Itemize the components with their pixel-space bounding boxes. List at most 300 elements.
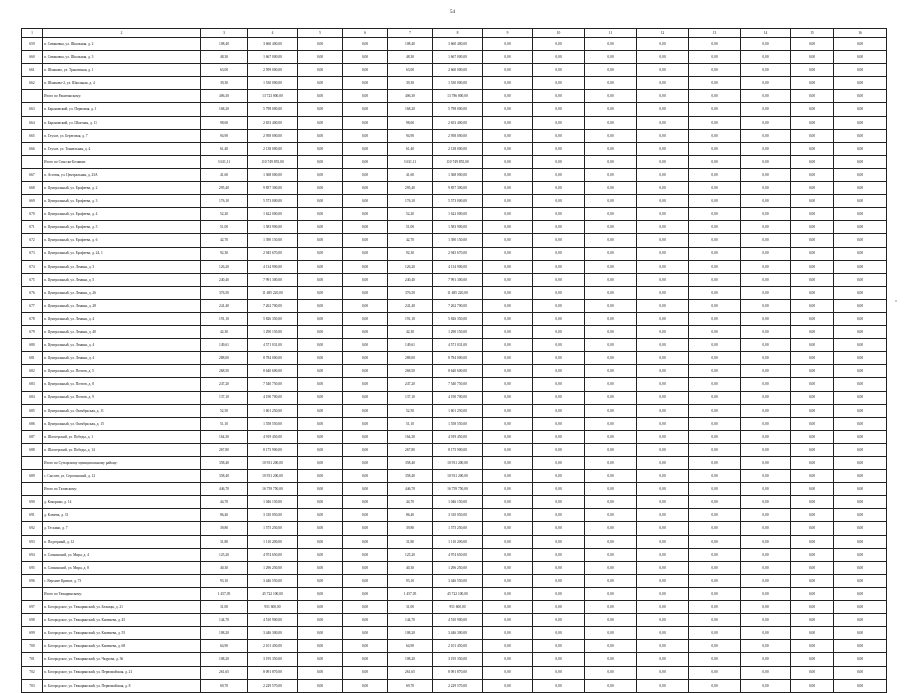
table-cell: 0,00 (637, 142, 689, 155)
table-cell: 674 (22, 260, 43, 273)
table-cell: 261,65 (201, 666, 248, 679)
table-row (22, 103, 887, 116)
table-row (22, 51, 887, 64)
table-cell: 4 190 700,00 (433, 391, 483, 404)
table-cell: 0,00 (637, 312, 689, 325)
table-cell: 0,00 (741, 653, 791, 666)
table-cell: 0,00 (689, 430, 741, 443)
table-cell: 0,00 (834, 260, 887, 273)
table-cell: 0,00 (834, 470, 887, 483)
subtotal-row (22, 457, 887, 470)
table-cell: 0,00 (585, 404, 637, 417)
table-cell: 1 457,05 (201, 587, 248, 600)
table-cell: 672 (22, 234, 43, 247)
table-cell: 39,30 (388, 77, 433, 90)
table-cell: 0,00 (298, 417, 343, 430)
table-cell: 5 826 350,00 (433, 312, 483, 325)
table-cell: 0,00 (483, 496, 533, 509)
table-cell: 0,00 (791, 64, 834, 77)
table-cell: 0,00 (637, 286, 689, 299)
table-cell: 108,20 (201, 653, 248, 666)
table-cell: 126,20 (201, 260, 248, 273)
table-cell: 0,00 (637, 129, 689, 142)
table-cell: 0,00 (637, 103, 689, 116)
table-row (22, 404, 887, 417)
table-cell: 0,00 (637, 260, 689, 273)
table-cell: 0,00 (533, 561, 585, 574)
table-cell: 0,00 (483, 365, 533, 378)
table-cell: 0,00 (533, 103, 585, 116)
table-cell: 0,00 (791, 339, 834, 352)
table-cell: 39,80 (201, 522, 248, 535)
column-header: 6 (343, 29, 388, 38)
table-cell: 10 931 200,00 (248, 470, 298, 483)
table-cell: 1 601 250,00 (248, 404, 298, 417)
table-cell: 52,50 (201, 404, 248, 417)
address-cell: п. Шмаково-2, ул. Школьная, д. 4 (43, 77, 201, 90)
table-cell: 0,00 (637, 601, 689, 614)
table-row (22, 614, 887, 627)
table-cell: 0,00 (298, 679, 343, 692)
table-cell: 144,70 (388, 614, 433, 627)
table-cell: 671 (22, 221, 43, 234)
table-cell: 2 229 570,00 (248, 679, 298, 692)
table-row (22, 548, 887, 561)
table-cell: 0,00 (689, 182, 741, 195)
table-cell: 39,30 (201, 77, 248, 90)
table-cell: 137,10 (201, 391, 248, 404)
address-cell: п. Сиваковка, ул. Школьная, д. 2 (43, 38, 201, 51)
column-header: 1 (22, 29, 43, 38)
table-cell: 663 (22, 103, 43, 116)
table-cell: 51,10 (201, 417, 248, 430)
table-cell: 0,00 (791, 77, 834, 90)
table-cell: 240,40 (201, 273, 248, 286)
table-cell: 0,00 (834, 601, 887, 614)
table-cell: 0,00 (483, 299, 533, 312)
table-cell: 0,00 (791, 470, 834, 483)
table-cell: 7 262 700,00 (248, 299, 298, 312)
table-cell: 358,40 (388, 470, 433, 483)
table-cell: 0,00 (741, 208, 791, 221)
table-cell: 1 290 150,00 (248, 326, 298, 339)
table-cell: 0,00 (834, 535, 887, 548)
table-cell: 0,00 (637, 417, 689, 430)
table-cell: 0,00 (834, 653, 887, 666)
table-cell: 0,00 (791, 286, 834, 299)
table-cell: 0,00 (533, 77, 585, 90)
table-cell: 0,00 (741, 195, 791, 208)
scan-mark (895, 300, 897, 302)
table-cell: 3 195 350,00 (248, 653, 298, 666)
table-cell: 1 575 250,00 (433, 522, 483, 535)
table-cell: 0,00 (741, 312, 791, 325)
table-cell: 45 722 100,00 (433, 587, 483, 600)
table-row (22, 352, 887, 365)
table-cell: 0,00 (533, 286, 585, 299)
table-cell: 8 091 870,00 (433, 666, 483, 679)
table-cell: 3 446 550,00 (248, 574, 298, 587)
table-cell: 0,00 (483, 601, 533, 614)
table-cell: 94,90 (388, 129, 433, 142)
table-row (22, 496, 887, 509)
table-cell: 1 368 000,00 (248, 168, 298, 181)
table-cell: 0,00 (343, 312, 388, 325)
address-cell: п. Богородское, ул. Тюкаринский, ул. Чкурова, д. 36 (43, 653, 201, 666)
table-row (22, 430, 887, 443)
table-cell: 267,80 (201, 443, 248, 456)
table-cell: 0,00 (343, 168, 388, 181)
table-cell: 0,00 (585, 640, 637, 653)
table-cell: 4 134 900,00 (248, 260, 298, 273)
table-cell: 0,00 (689, 470, 741, 483)
table-row (22, 129, 887, 142)
table-cell: 0,00 (834, 443, 887, 456)
subtotal-row (22, 155, 887, 168)
table-cell: 0,00 (689, 601, 741, 614)
table-cell: 0,00 (343, 548, 388, 561)
table-row (22, 522, 887, 535)
column-header: 5 (298, 29, 343, 38)
table-cell: 7 991 300,00 (248, 273, 298, 286)
table-cell: 3 631,11 (388, 155, 433, 168)
table-cell: 288,00 (201, 352, 248, 365)
table-cell: 10 931 200,00 (433, 470, 483, 483)
table-cell: 688 (22, 443, 43, 456)
table-row (22, 182, 887, 195)
table-cell: 176,10 (388, 195, 433, 208)
table-cell: 0,00 (741, 679, 791, 692)
table-cell: 0,00 (483, 221, 533, 234)
table-cell: 0,00 (791, 221, 834, 234)
table-cell: 0,00 (533, 640, 585, 653)
table-cell: 0,00 (343, 339, 388, 352)
table-cell: 0,00 (791, 614, 834, 627)
table-cell: 0,00 (483, 666, 533, 679)
table-cell: 0,00 (585, 679, 637, 692)
table-cell: 0,00 (834, 640, 887, 653)
table-cell: 0,00 (585, 587, 637, 600)
table-cell: 0,00 (834, 430, 887, 443)
column-header: 9 (483, 29, 533, 38)
table-cell: 0,00 (533, 522, 585, 535)
table-cell: 0,00 (533, 666, 585, 679)
table-cell: 86,40 (201, 509, 248, 522)
table-cell: 0,00 (689, 666, 741, 679)
table-cell: 168,20 (201, 103, 248, 116)
table-cell: 0,00 (343, 155, 388, 168)
table-cell: 0,00 (298, 535, 343, 548)
address-cell: п. Богородское, ул. Тюкаринский, ул. Первомайская, д. 8 (43, 679, 201, 692)
table-cell: 0,00 (689, 247, 741, 260)
address-cell: п. Центральный, ул. Ерофеева, д. 3 (43, 195, 201, 208)
table-cell: 0,00 (834, 365, 887, 378)
table-cell: 0,00 (483, 352, 533, 365)
table-cell: 0,00 (741, 182, 791, 195)
address-cell: п. Центральный, ул. Ленина, д. 26 (43, 286, 201, 299)
table-cell: 0,00 (689, 51, 741, 64)
table-cell: 0,00 (585, 195, 637, 208)
table-cell: 0,00 (343, 64, 388, 77)
table-cell: 0,00 (791, 561, 834, 574)
table-cell: 0,00 (689, 404, 741, 417)
table-cell: 0,00 (834, 496, 887, 509)
table-cell: 8 784 000,00 (433, 352, 483, 365)
table-cell: 0,00 (741, 299, 791, 312)
table-cell: 3 446 300,00 (433, 627, 483, 640)
table-cell: 0,00 (791, 666, 834, 679)
table-cell: 1 110 200,00 (433, 535, 483, 548)
table-cell: 0,00 (585, 378, 637, 391)
table-cell: 690 (22, 496, 43, 509)
table-cell: 0,00 (343, 627, 388, 640)
table-cell: 0,00 (689, 273, 741, 286)
table-cell: 0,00 (637, 666, 689, 679)
table-cell: 0,00 (533, 182, 585, 195)
address-cell: п. Шахтерский, ул. Победы, д. 14 (43, 443, 201, 456)
table-cell: 9 857 300,00 (248, 182, 298, 195)
table-cell: 8 175 900,00 (433, 443, 483, 456)
table-cell: 4 974 650,00 (248, 548, 298, 561)
subtotal-row (22, 483, 887, 496)
address-cell: п. Центральный, ул. Октябрьская, д. 15 (43, 417, 201, 430)
table-cell: 0,00 (483, 430, 533, 443)
table-cell: 0,00 (637, 574, 689, 587)
table-cell: 0,00 (585, 312, 637, 325)
table-cell: 0,00 (298, 640, 343, 653)
table-cell: 0,00 (298, 221, 343, 234)
table-cell: 0,00 (741, 430, 791, 443)
table-cell: 176,10 (201, 195, 248, 208)
address-cell: п. Сагнинский, ул. Мира, д. 4 (43, 548, 201, 561)
address-cell: д. Кокорино, д. 14 (43, 496, 201, 509)
table-cell: 1 390 150,00 (248, 234, 298, 247)
table-cell: 0,00 (533, 339, 585, 352)
table-cell: 0,00 (483, 286, 533, 299)
table-cell: 0,00 (689, 64, 741, 77)
column-header: 7 (388, 29, 433, 38)
table-cell: 0,00 (637, 614, 689, 627)
table-cell: 268,50 (201, 365, 248, 378)
table-cell: 0,00 (343, 457, 388, 470)
table-cell: 0,00 (637, 627, 689, 640)
table-cell: 0,00 (343, 509, 388, 522)
table-cell: 0,00 (533, 391, 585, 404)
table-cell: 0,00 (298, 561, 343, 574)
column-header: 2 (43, 29, 201, 38)
table-cell: 0,00 (533, 221, 585, 234)
table-cell: 0,00 (741, 273, 791, 286)
table-cell: 0,00 (689, 90, 741, 103)
table-cell: 0,00 (585, 234, 637, 247)
table-cell: 1 457,05 (388, 587, 433, 600)
table-cell: 0,00 (533, 142, 585, 155)
table-cell: 0,00 (298, 234, 343, 247)
table-cell: 0,00 (343, 129, 388, 142)
table-row (22, 312, 887, 325)
table-cell: 0,00 (343, 561, 388, 574)
table-cell: 2 653 400,00 (248, 116, 298, 129)
table-cell: 0,00 (689, 208, 741, 221)
table-row (22, 234, 887, 247)
table-cell: 0,00 (533, 260, 585, 273)
table-cell: 42,70 (388, 234, 433, 247)
table-cell: 0,00 (834, 116, 887, 129)
table-cell: 191,10 (201, 312, 248, 325)
table-cell: 0,00 (585, 614, 637, 627)
table-cell: 0,00 (298, 286, 343, 299)
table-cell: 675 (22, 273, 43, 286)
table-cell: 0,00 (741, 496, 791, 509)
table-cell: 52,20 (388, 208, 433, 221)
table-cell: 0,00 (689, 129, 741, 142)
table-cell: 149,61 (201, 339, 248, 352)
table-cell: 125,20 (201, 548, 248, 561)
table-cell: 0,00 (483, 234, 533, 247)
table-cell: 0,00 (585, 561, 637, 574)
table-cell: 0,00 (533, 443, 585, 456)
table-cell: 4 919 450,00 (248, 430, 298, 443)
table-cell: 0,00 (637, 640, 689, 653)
table-cell: 0,00 (483, 470, 533, 483)
table-cell: 0,00 (585, 168, 637, 181)
table-cell: 0,00 (343, 601, 388, 614)
table-cell: 42,70 (201, 234, 248, 247)
table-cell: 98,60 (388, 116, 433, 129)
table-row (22, 116, 887, 129)
table-row (22, 221, 887, 234)
table-cell: 3 310 050,00 (433, 509, 483, 522)
table-cell: 1 368 000,00 (433, 168, 483, 181)
table-cell: 0,00 (483, 247, 533, 260)
table-cell: 41,60 (388, 168, 433, 181)
address-cell: п. Сагнинский, ул. Мира, д. 8 (43, 561, 201, 574)
table-cell: 0,00 (585, 103, 637, 116)
table-cell: 11 485 220,00 (248, 286, 298, 299)
table-row (22, 77, 887, 90)
table-cell: 241,40 (201, 299, 248, 312)
table-cell: 0,00 (298, 103, 343, 116)
table-cell: 0,00 (533, 548, 585, 561)
table-cell: 0,00 (343, 77, 388, 90)
table-cell: 0,00 (298, 155, 343, 168)
table-cell: 0,00 (298, 64, 343, 77)
table-cell: 0,00 (741, 457, 791, 470)
table-cell: 683 (22, 378, 43, 391)
table-cell: 44,70 (388, 496, 433, 509)
table-cell: 0,00 (343, 653, 388, 666)
address-cell: п. Центральный, ул. Ленина, д. 5 (43, 273, 201, 286)
table-row (22, 326, 887, 339)
table-cell: 2 101 450,00 (248, 640, 298, 653)
table-cell: 0,00 (585, 77, 637, 90)
table-cell: 92,30 (388, 247, 433, 260)
table-cell: 0,00 (637, 679, 689, 692)
table-cell: 0,00 (791, 142, 834, 155)
table-cell: 677 (22, 299, 43, 312)
table-cell: 0,00 (533, 417, 585, 430)
table-cell: 0,00 (483, 548, 533, 561)
table-cell: 0,00 (741, 260, 791, 273)
table-cell: 0,00 (689, 574, 741, 587)
table-cell: 0,00 (791, 627, 834, 640)
table-row (22, 299, 887, 312)
table-cell: 0,00 (791, 378, 834, 391)
table-cell: 0,00 (689, 286, 741, 299)
table-cell: 31,80 (388, 535, 433, 548)
table-cell: 0,00 (637, 548, 689, 561)
table-cell: 376,50 (388, 286, 433, 299)
table-cell: 52,50 (388, 404, 433, 417)
table-cell: 951 600,00 (433, 601, 483, 614)
table-cell: 668 (22, 182, 43, 195)
table-cell: 11 485 220,00 (433, 286, 483, 299)
table-cell: 0,00 (791, 483, 834, 496)
table-cell: 0,00 (585, 339, 637, 352)
table-cell: 0,00 (791, 443, 834, 456)
table-cell: 0,00 (483, 522, 533, 535)
table-cell: 0,00 (483, 64, 533, 77)
table-cell: 0,00 (483, 509, 533, 522)
table-cell: 0,00 (343, 38, 388, 51)
table-cell: 0,00 (585, 116, 637, 129)
table-cell: 0,00 (533, 653, 585, 666)
table-cell: 0,00 (791, 522, 834, 535)
table-cell: 0,00 (298, 430, 343, 443)
table-cell: 0,00 (741, 234, 791, 247)
table-cell: 446,70 (201, 483, 248, 496)
table-cell: 0,00 (791, 51, 834, 64)
table-cell: 376,50 (201, 286, 248, 299)
table-cell: 0,00 (343, 535, 388, 548)
table-cell: 0,00 (483, 679, 533, 692)
table-row (22, 273, 887, 286)
table-row (22, 142, 887, 155)
table-cell: 0,00 (741, 561, 791, 574)
table-cell: 0,00 (834, 299, 887, 312)
table-cell: 0,00 (533, 273, 585, 286)
table-cell: 691 (22, 509, 43, 522)
table-cell (22, 90, 43, 103)
address-cell: п. Центральный, ул. Почтов, д. 8 (43, 378, 201, 391)
table-cell: 0,00 (298, 195, 343, 208)
table-cell: 0,00 (298, 601, 343, 614)
table-cell: 0,00 (741, 614, 791, 627)
table-cell: 0,00 (637, 168, 689, 181)
table-cell: 247,20 (201, 378, 248, 391)
table-cell: 5 573 000,00 (433, 195, 483, 208)
table-cell: 0,00 (533, 627, 585, 640)
table-cell: 0,00 (298, 208, 343, 221)
table-cell: 0,00 (298, 168, 343, 181)
table-cell: 0,00 (689, 391, 741, 404)
table-row (22, 574, 887, 587)
table-cell: 39,80 (388, 522, 433, 535)
table-cell: 0,00 (689, 443, 741, 456)
table-cell: 0,00 (483, 483, 533, 496)
address-cell: п. Богородское, ул. Тюкаринский, ул. Каменева, д. 68 (43, 640, 201, 653)
table-cell: 0,00 (483, 627, 533, 640)
table-cell: 664 (22, 116, 43, 129)
table-cell: 0,00 (637, 299, 689, 312)
table-cell: 0,00 (689, 103, 741, 116)
table-cell: 682 (22, 365, 43, 378)
table-cell: 1 390 150,00 (433, 234, 483, 247)
table-cell: 2 229 570,00 (433, 679, 483, 692)
table-cell: 108,20 (388, 653, 433, 666)
table-cell: 689 (22, 470, 43, 483)
table-cell: 3 446 300,00 (248, 627, 298, 640)
